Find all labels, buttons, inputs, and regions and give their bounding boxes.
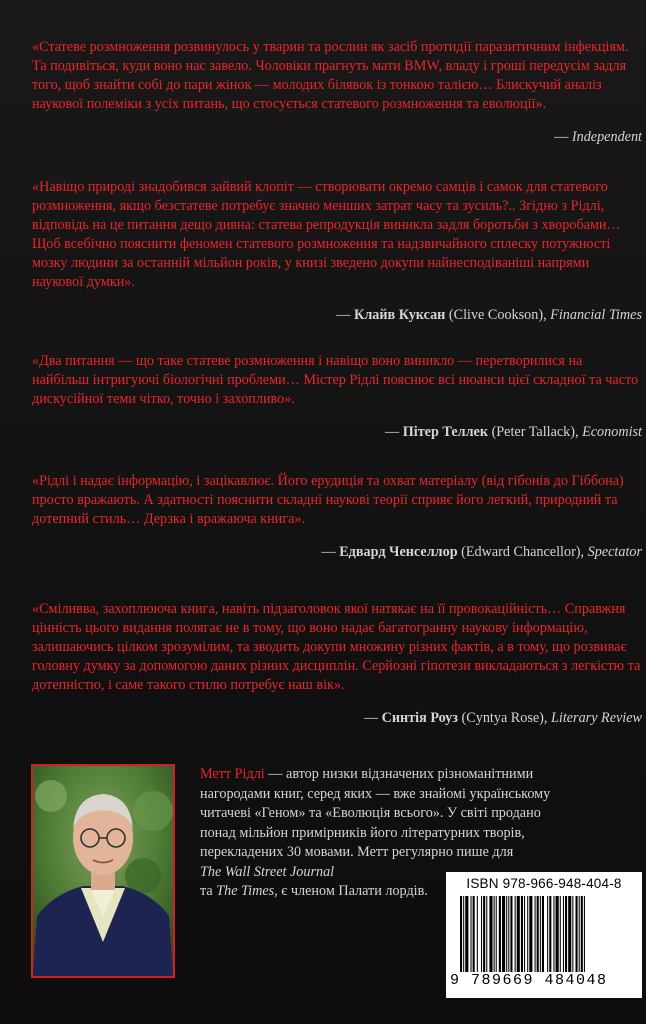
author-portrait-icon: [33, 766, 173, 976]
barcode-bar: [489, 896, 492, 972]
barcode-bar: [460, 896, 462, 972]
author-name: Метт Рідлі: [200, 766, 265, 782]
barcode-bar: [581, 896, 583, 972]
barcode-bar: [521, 896, 523, 972]
quote-text: «Статеве розмноження розвинулось у тварин та рослин як засіб протидії паразитичним інфекціям. Та подивіться, куди воно нас завело. Чоловіки прагнуть мати BMW, владу і гроші передусім задля того, щоб знайти собі до пари жінок — молодих білявок із тонкою талією… Блискучий аналіз наукової полеміки з усіх питань, що стосується статевого розмноження та еволюції».: [32, 39, 629, 112]
author-photo: [31, 764, 175, 978]
barcode-bar: [568, 896, 571, 972]
barcode-bar: [553, 896, 554, 972]
barcode-bar: [463, 896, 464, 972]
barcode-bar: [572, 896, 573, 972]
quote-source: Independent: [571, 129, 642, 145]
review-quote-spectator: [32, 472, 642, 562]
quote-attribution: — Клайв Куксан (Clive Cookson), Financial Times: [336, 307, 642, 323]
barcode-bar: [556, 896, 559, 972]
barcode-bar: [483, 896, 485, 972]
quote-attribution: — Пітер Теллек (Peter Tallack), Economist: [384, 424, 642, 440]
quote-author-latin: (Cyntya Rose),: [461, 710, 548, 726]
quote-source: Financial Times: [550, 307, 642, 323]
barcode-bar: [565, 896, 567, 972]
barcode-bar: [517, 896, 520, 972]
quote-author: Синтія Роуз: [381, 710, 458, 726]
barcode-bar: [547, 896, 548, 972]
barcode-bar: [584, 896, 585, 972]
quote-author-latin: (Edward Chancellor),: [461, 544, 585, 560]
ean-digits: 9 789669 484048: [450, 972, 608, 989]
barcode-bar: [499, 896, 501, 972]
review-quote-independent: [32, 38, 642, 147]
bio-journal-2: The Times: [216, 883, 275, 899]
quote-author: Едвард Ченселлор: [339, 544, 458, 560]
barcode-bar: [560, 896, 561, 972]
barcode-bar: [496, 896, 497, 972]
barcode-bar: [508, 896, 509, 972]
barcode-bar: [542, 896, 544, 972]
bio-text-3: , є членом Палати лордів.: [274, 883, 428, 899]
barcode-bar: [579, 896, 580, 972]
barcode-bar: [524, 896, 525, 972]
quote-text: «Навіщо природі знадобився зайвий клопіт — створювати окремо самців і самок для статевого розмноження, якщо безстатеве потребує значно менших затрат часу та зусиль?.. Згідно з Рідлі, відповідь на це питання дещо дивна: статева репродукція виникла задля боротьби з хворобами… Щоб всебічно пояснити феномен статевого розмноження та надзвичайного сплеску потужності мозку людини за останній мільйон років, у книзі зведено докупи найнесподіваніші напрями наукової думки».: [32, 179, 621, 290]
quote-author-latin: (Peter Tallack),: [491, 424, 579, 440]
isbn-number: ISBN 978-966-948-404-8: [466, 876, 622, 891]
barcode-bar: [473, 896, 475, 972]
quote-source: Literary Review: [550, 710, 642, 726]
barcode-bar: [494, 896, 495, 972]
bio-journal-1: The Wall Street Journal: [200, 863, 335, 880]
review-quote-financial-times: [32, 178, 642, 325]
ean13-barcode-icon: [460, 896, 632, 972]
quote-source: Spectator: [587, 544, 642, 560]
barcode-bar: [537, 896, 539, 972]
quote-attribution: — Синтія Роуз (Cyntya Rose), Literary Review: [363, 710, 642, 726]
quote-author: Пітер Теллек: [402, 424, 489, 440]
barcode-bar: [515, 896, 516, 972]
barcode-bar: [576, 896, 578, 972]
quote-source: Economist: [582, 424, 642, 440]
quote-attribution: — Едвард Ченселлор (Edward Chancellor), Spectator: [321, 544, 642, 560]
review-quote-economist: [32, 352, 642, 442]
barcode-bar: [506, 896, 507, 972]
barcode-bar: [535, 896, 536, 972]
barcode-bar: [465, 896, 468, 972]
review-quote-literary-review: [32, 600, 642, 728]
bio-text-2: та: [200, 883, 217, 899]
barcode-bar: [502, 896, 505, 972]
barcode-bar: [529, 896, 532, 972]
barcode-bar: [471, 896, 472, 972]
barcode-bar: [486, 896, 487, 972]
barcode-bar: [481, 896, 482, 972]
quote-attribution: — Independent: [554, 129, 642, 145]
quote-text: «Рідлі і надає інформацію, і зацікавлює. Його ерудиція та охват матеріалу (від гібонів до Гіббона) просто вражають. А здатності пояснити складні наукові теорії сприяє його легкий, природний та дотепний стиль… Дерзка і вражаюча книга».: [32, 473, 624, 527]
barcode-bar: [549, 896, 551, 972]
bio-text-1: — автор низки відзначених різноманітними нагородами книг, серед яких — вже знайомі українському читачеві «Геном» та «Еволюція всього». У світі продано понад мільйон примірників його літературних творів, перекладених 30 мовами. Метт регулярно пише для: [200, 766, 551, 860]
quote-author-latin: (Clive Cookson),: [448, 307, 547, 323]
barcode-bar: [510, 896, 512, 972]
quote-text: «Сміливва, захоплююча книга, навіть підзаголовок якої натякає на її провокаційність… Справжня цінність цього видання полягає не в тому, що воно надає багатогранну наукову інформацію, залишаючись цілком зрозумілим, та зводить докупи множину різних фактів, а в тому, що розвиває головну думку за допомогою даних різних дисциплін. Серйозні гіпотези викладаються з легкістю та дотепністю, і саме такого стилю потребує наш вік».: [32, 601, 641, 693]
barcode-bar: [477, 896, 478, 972]
quote-text: «Два питання — що таке статеве розмноження і навіщо воно виникло — перетворилися на найбільш інтригуючі біологічні проблеми… Містер Рідлі пояснює всі нюанси цієї складної та часто дискусійної теми чітко, точно і захопливо».: [32, 353, 639, 407]
barcode-bar: [540, 896, 541, 972]
quote-author: Клайв Куксан: [354, 307, 446, 323]
isbn-barcode: [446, 872, 642, 998]
barcode-bar: [527, 896, 528, 972]
barcode-bar: [563, 896, 564, 972]
